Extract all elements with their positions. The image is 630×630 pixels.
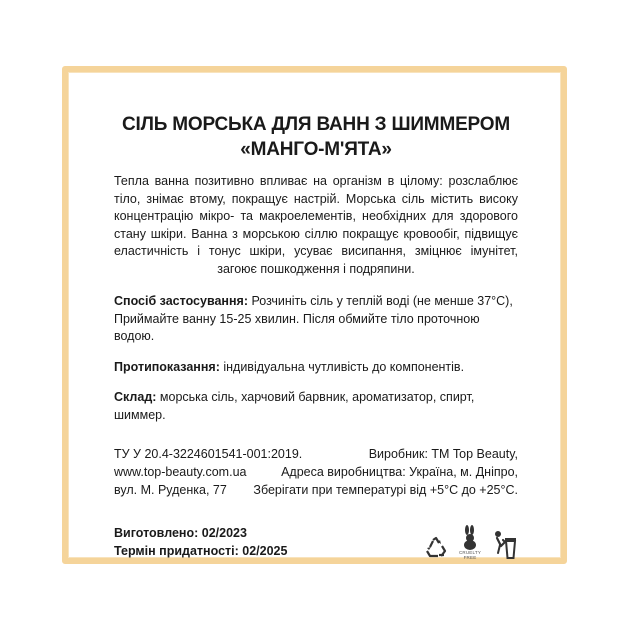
expiry-date: Термін придатності: 02/2025 [114,544,288,558]
usage-section [114,293,518,346]
tu-number: ТУ У 20.4-3224601541-001:2019. [114,447,303,461]
manufacturer-info [114,445,518,499]
dispose-in-bin-icon [492,528,518,560]
usage-text: Розчиніть сіль у теплій воді (не менше 37°С), Приймайте ванну 15-25 хвилин. Після обмийте тіло проточною водою. [114,294,513,343]
composition-label: Склад: [114,390,157,404]
composition-text: морська сіль, харчовий барвник, ароматизатор, спирт, шиммер. [114,390,475,422]
cruelty-free-bunny-icon [456,524,484,560]
bottom-block [114,524,518,560]
manufacturer: Виробник: ТМ Top Beauty, [368,447,518,461]
contraindications-section [114,359,518,377]
website: www.top-beauty.com.ua [114,465,247,479]
product-label [62,66,567,564]
usage-label: Спосіб застосування: [114,294,248,308]
street-address: вул. М. Руденка, 77 [114,483,227,497]
contraindications-label: Протипоказання: [114,359,220,374]
product-description: Тепла ванна позитивно впливає на організм в цілому: розслаблює тіло, знімає втому, покращує настрій. Морська сіль містить високу концентрацію мікро- та макроелементів, необхідних для здорового стану шкіри. Ванна з морською сіллю покращує кровообіг, підвищує еластичність і тонус шкіри, усуває висипання, зміцнює імунітет, загоює пошкодження і подряпини. [114,174,518,276]
recycle-icon [424,536,448,560]
storage-conditions: Зберігати при температурі від +5°С до +25°С. [253,483,518,497]
product-title [114,112,518,162]
title-line-2: «МАНГО-М'ЯТА» [240,139,392,160]
manufacture-date: Виготовлено: 02/2023 [114,526,247,540]
cruelty-free-text: CRUELTY FREE [458,550,482,560]
label-content [114,112,518,560]
title-line-1: СІЛЬ МОРСЬКА ДЛЯ ВАНН З ШИММЕРОМ [122,114,510,135]
certification-icons [424,524,518,560]
contraindications-text: індивідуальна чутливість до компонентів. [223,359,465,374]
production-address: Адреса виробництва: Україна, м. Дніпро, [281,465,518,479]
composition-section [114,389,518,424]
